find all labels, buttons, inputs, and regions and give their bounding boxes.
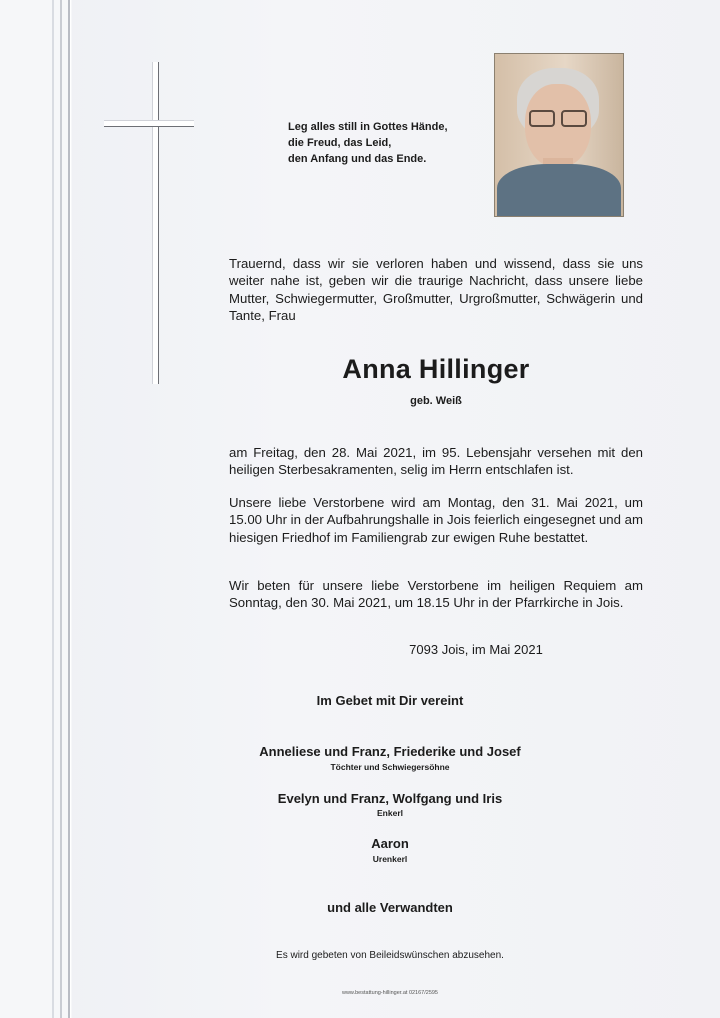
- deceased-name: Anna Hillinger: [342, 354, 530, 384]
- place-date: 7093 Jois, im Mai 2021: [409, 642, 543, 657]
- mourner-relation: Urenkerl: [372, 854, 408, 864]
- mourner-relation: Enkerl: [377, 808, 403, 818]
- all-relatives: und alle Verwandten: [327, 900, 453, 915]
- united-in-prayer: Im Gebet mit Dir vereint: [316, 693, 464, 708]
- birth-name: geb. Weiß: [410, 395, 462, 407]
- portrait-photo: [494, 53, 624, 217]
- verse-line: die Freud, das Leid,: [288, 137, 392, 149]
- border-line: [60, 0, 62, 1018]
- border-line: [52, 0, 54, 1018]
- bible-verse: [288, 119, 488, 167]
- intro-paragraph: Trauernd, dass wir sie verloren haben und wissend, dass sie uns weiter nahe ist, geben wir die traurige Nachricht, dass unsere liebe Mutter, Schwiegermutter, Großmutter, Urgroßmutter, Schwägerin und Tante, Frau: [229, 256, 643, 323]
- mourner-names: Evelyn und Franz, Wolfgang und Iris: [277, 791, 503, 806]
- border-line: [68, 0, 70, 1018]
- death-paragraph: am Freitag, den 28. Mai 2021, im 95. Lebensjahr versehen mit den heiligen Sterbesakramenten, selig im Herrn entschlafen ist.: [229, 445, 643, 478]
- mourner-names: Aaron: [371, 836, 409, 851]
- mourner-names: Anneliese und Franz, Friederike und Josef: [259, 744, 521, 759]
- verse-line: Leg alles still in Gottes Hände,: [288, 121, 448, 133]
- requiem-paragraph: Wir beten für unsere liebe Verstorbene im heiligen Requiem am Sonntag, den 30. Mai 2021, um 18.15 Uhr in der Pfarrkirche in Jois.: [229, 578, 643, 611]
- funeral-home-imprint: www.bestattung-hillinger.at 02167/2595: [341, 990, 438, 996]
- condolence-request: Es wird gebeten von Beileidswünschen abzusehen.: [276, 950, 504, 961]
- mourner-relation: Töchter und Schwiegersöhne: [330, 762, 450, 772]
- verse-line: den Anfang und das Ende.: [288, 153, 427, 165]
- funeral-paragraph: Unsere liebe Verstorbene wird am Montag, den 31. Mai 2021, um 15.00 Uhr in der Aufbahrungshalle in Jois feierlich eingesegnet und am hiesigen Friedhof im Familiengrab zur ewigen Ruhe bestattet.: [229, 495, 643, 545]
